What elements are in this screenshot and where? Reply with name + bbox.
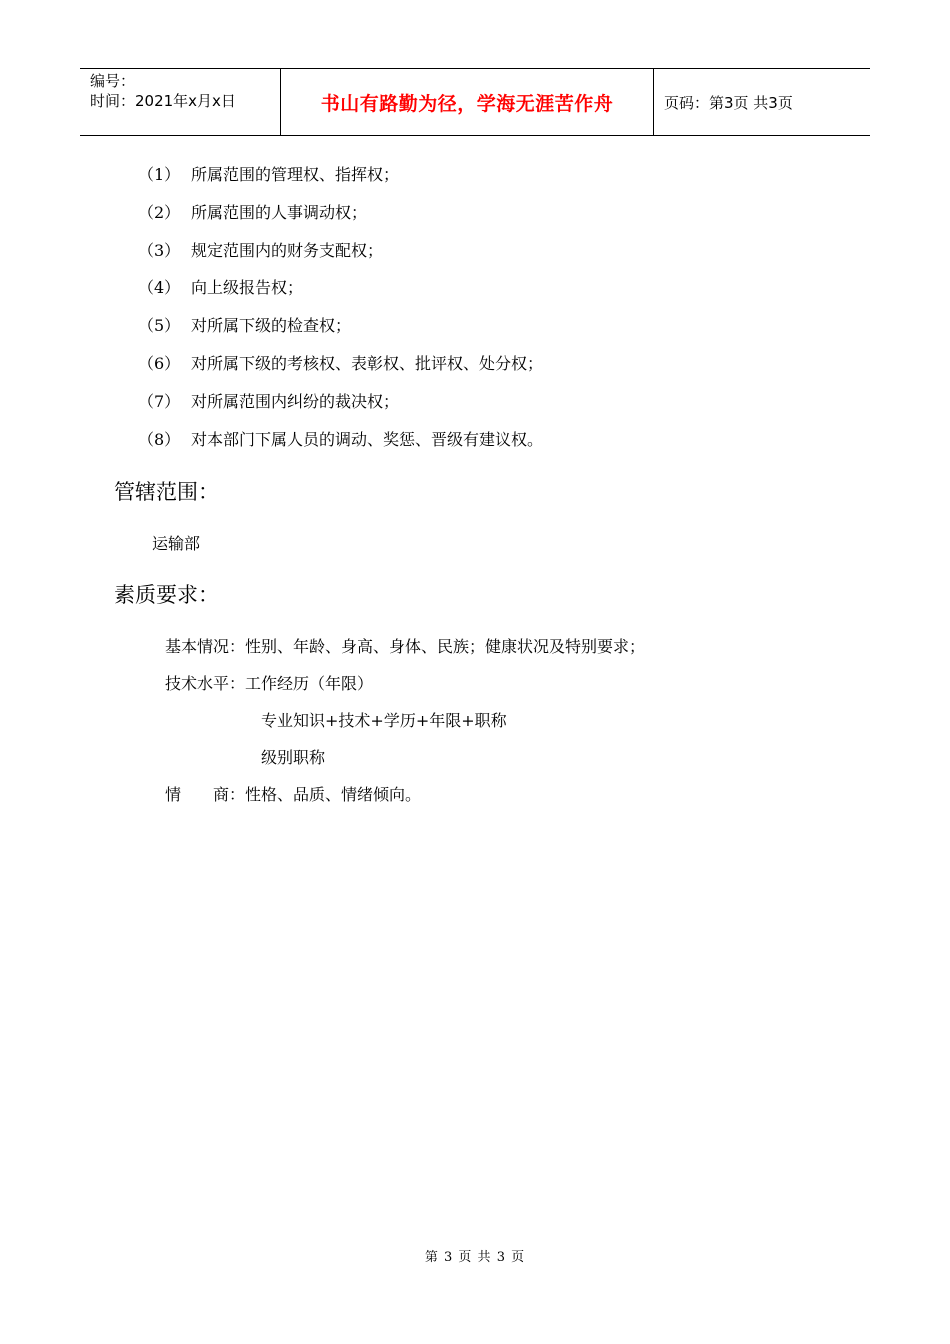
list-item-index: （3） [138, 240, 181, 260]
list-item [138, 273, 543, 311]
list-item-text: 所属范围的管理权、指挥权； [191, 165, 400, 184]
header-number-label: 编号： [90, 72, 136, 90]
page-footer: 第 3 页 共 3 页 [424, 1250, 526, 1265]
list-item [138, 425, 543, 463]
jurisdiction-heading: 管辖范围： [114, 480, 219, 504]
header-page-label: 页码：第3页 共3页 [664, 93, 793, 112]
list-item [138, 198, 543, 236]
qualification-eq-label: 情 商： [165, 785, 246, 804]
list-item-index: （4） [138, 278, 181, 298]
qualification-tech-line2: 专业知识+技术+学历+年限+职称 [261, 711, 507, 730]
header-time-label: 时间：2021年x月x日 [90, 92, 236, 110]
list-item [138, 236, 543, 274]
page-header [80, 68, 870, 136]
qualification-eq [165, 782, 421, 805]
qualification-tech-line1: 技术水平：工作经历（年限） [165, 674, 374, 693]
list-item [138, 349, 543, 387]
qualification-basic: 基本情况：性别、年龄、身高、身体、民族；健康状况及特别要求； [165, 637, 646, 656]
list-item-index: （7） [138, 391, 181, 411]
list-item [138, 387, 543, 425]
header-meta-cell [80, 69, 281, 135]
list-item-text: 对本部门下属人员的调动、奖惩、晋级有建议权。 [191, 429, 544, 449]
header-motto-cell [281, 69, 654, 135]
qualifications-heading: 素质要求： [114, 583, 219, 607]
list-item-index: （5） [138, 316, 181, 336]
qualification-eq-value: 性格、品质、情绪倾向。 [245, 785, 422, 804]
jurisdiction-value: 运输部 [152, 534, 201, 553]
list-item-index: （8） [138, 429, 181, 449]
list-item-text: 所属范围的人事调动权； [191, 202, 368, 222]
header-motto: 书山有路勤为径，学海无涯苦作舟 [320, 92, 614, 115]
list-item-index: （6） [138, 353, 181, 373]
list-item-text: 向上级报告权； [191, 278, 304, 298]
list-item-text: 对所属下级的检查权； [191, 316, 352, 336]
list-item-text: 对所属下级的考核权、表彰权、批评权、处分权； [191, 353, 544, 373]
qualification-tech-line3: 级别职称 [261, 748, 326, 767]
list-item-text: 规定范围内的财务支配权； [191, 240, 384, 260]
list-item-index: （2） [138, 202, 181, 222]
authority-list [138, 160, 543, 462]
list-item-index: （1） [138, 165, 181, 184]
list-item [138, 160, 543, 198]
list-item [138, 311, 543, 349]
list-item-text: 对所属范围内纠纷的裁决权； [191, 391, 400, 411]
